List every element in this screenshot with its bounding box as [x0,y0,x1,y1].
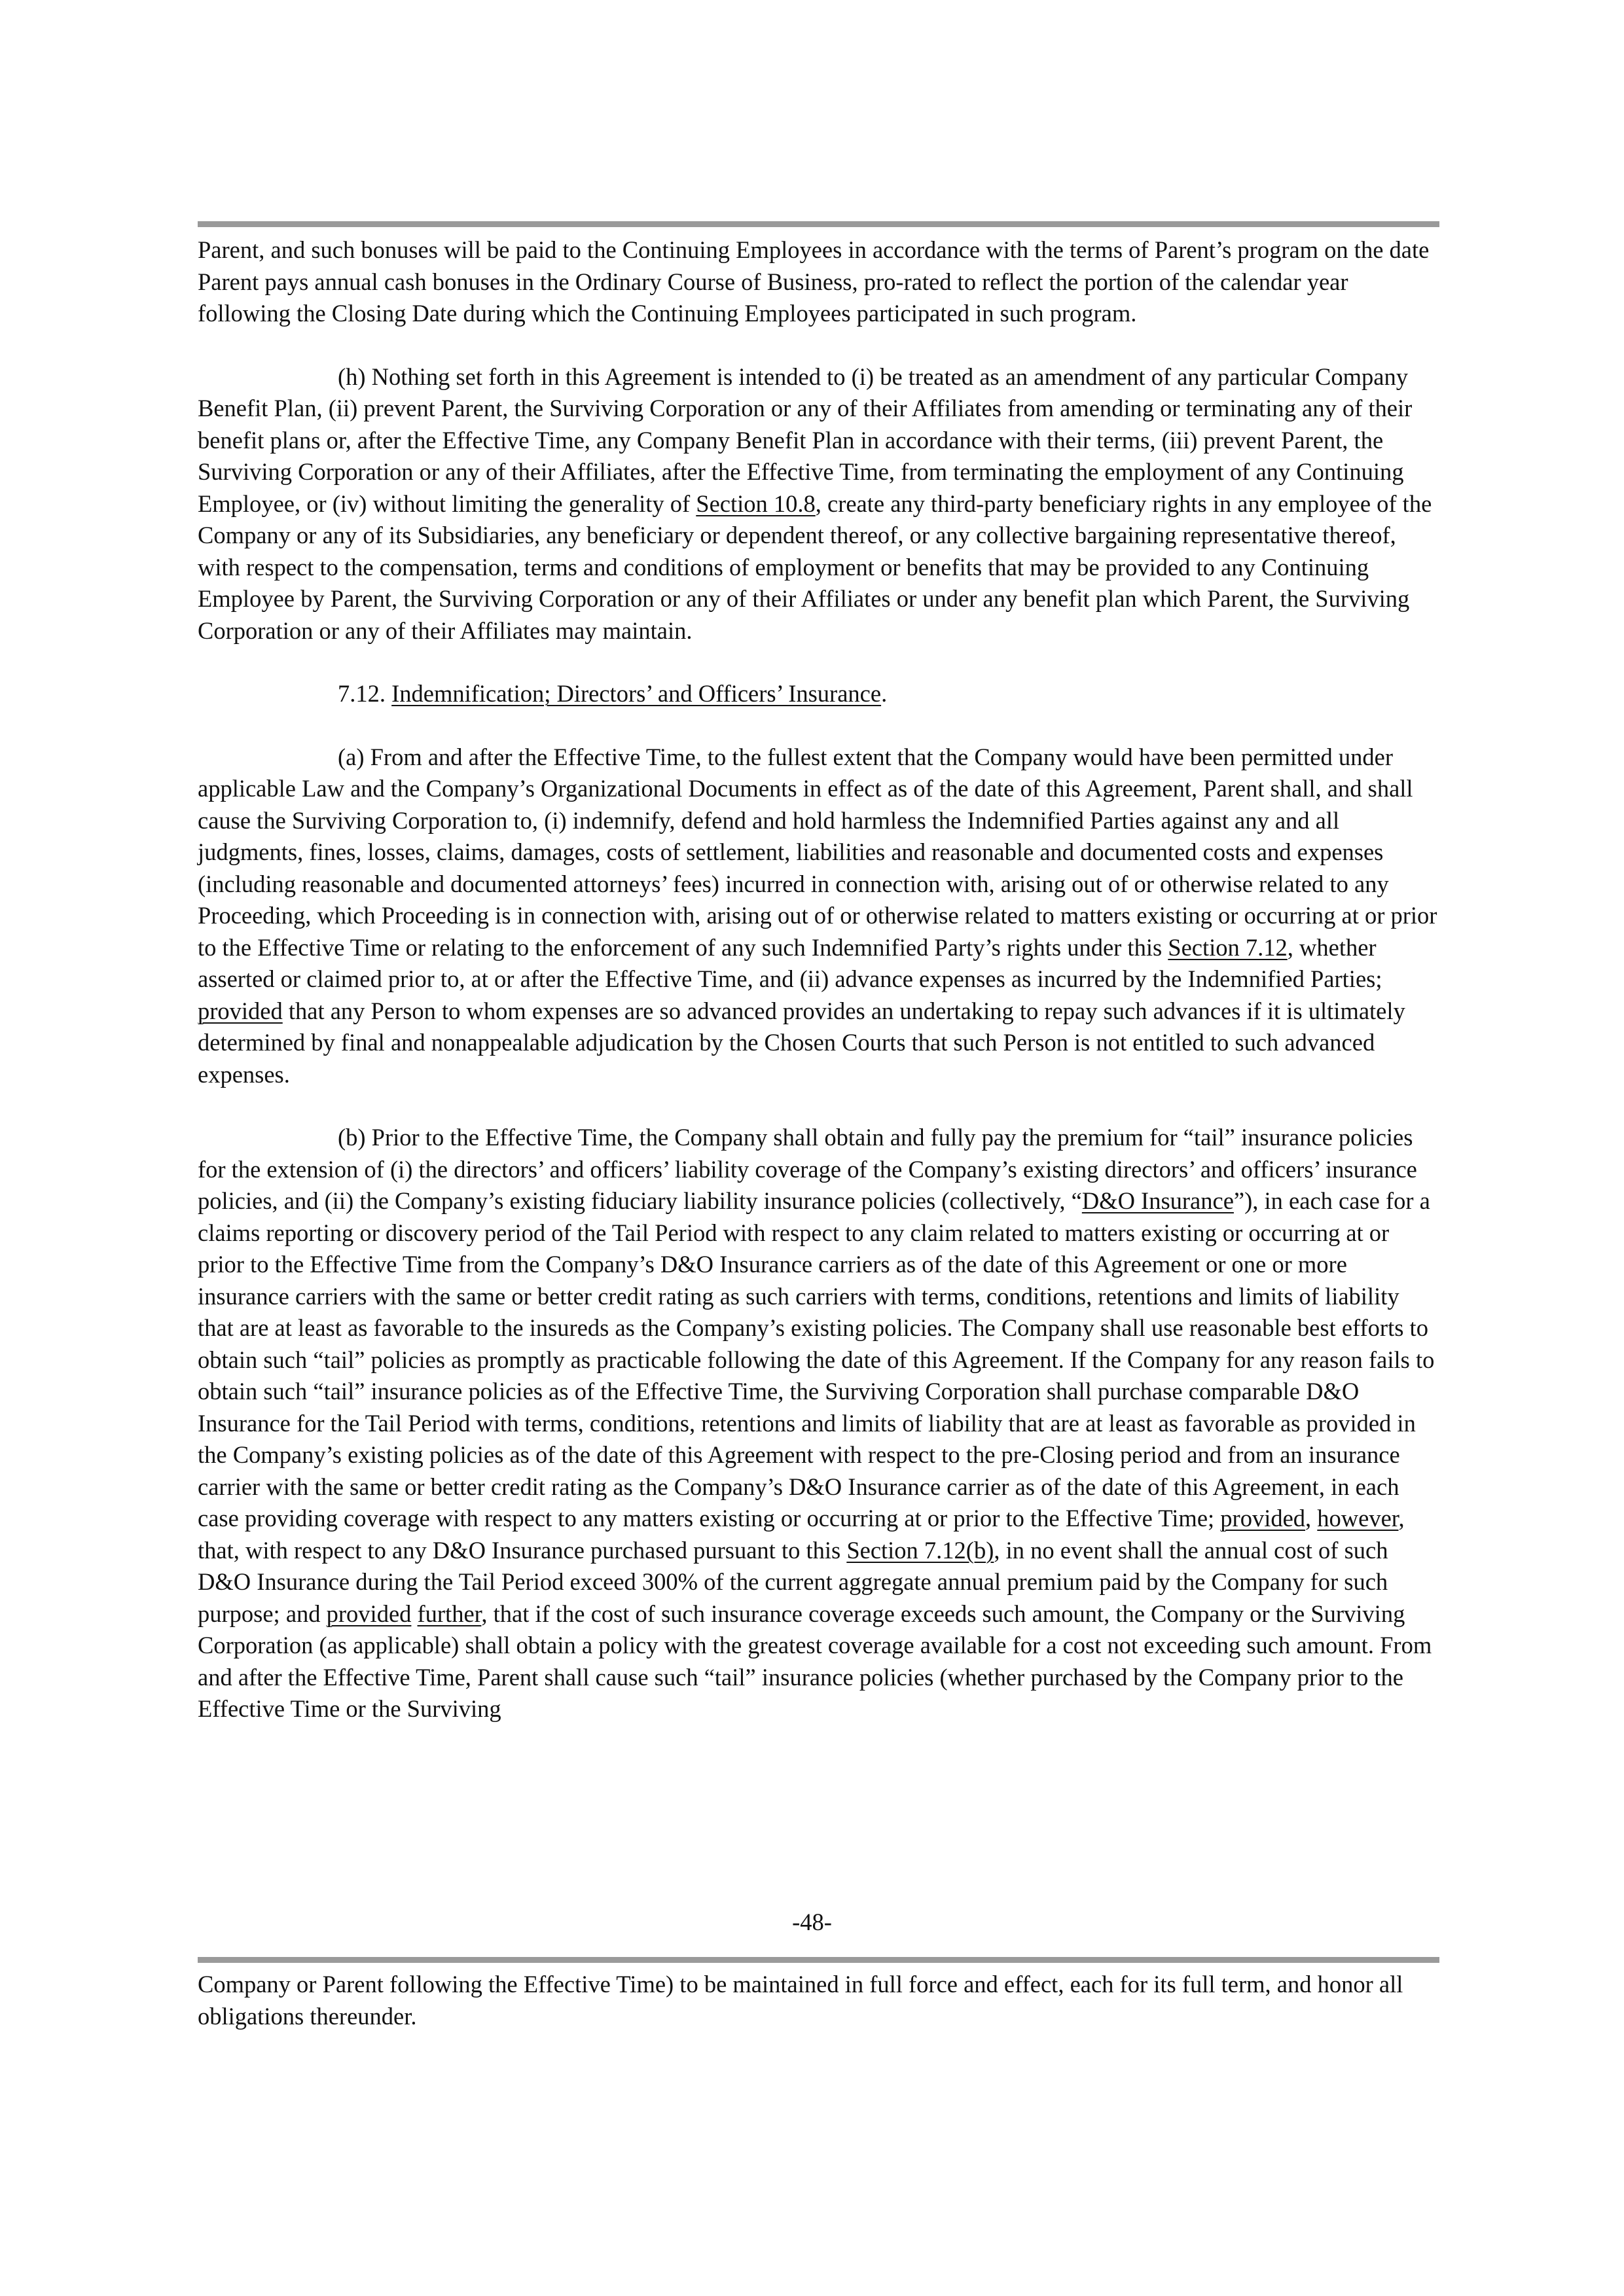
page-number: -48- [792,1909,832,1935]
paragraph-h-text-2: , create any third-party beneficiary rights in any employee of the Company or any of its Subsidiaries, any beneficiary or dependent thereof, or any collective bargaining representative thereof, with respect to the compensation, terms and conditions of employment or benefits that may be provided to any Continuing Employee by Parent, the Surviving Corporation or any of their Affiliates or under any benefit plan which Parent, the Surviving Corporation or any of their Affiliates may maintain. [198,490,1432,644]
paragraph-a-text-2: , whether asserted or claimed prior to, at or after the Effective Time, and (ii) advance expenses as incurred by the Indemnified Parties; [198,933,1382,992]
page-body [198,234,1439,1725]
further-term: further [417,1600,482,1627]
section-10-8-reference: Section 10.8 [696,490,816,517]
next-page-body [198,1969,1439,2032]
paragraph-a-text-3: that any Person to whom expenses are so advanced provides an undertaking to repay such advances if it is ultimately determined by final and nonappealable adjudication by the Chosen Courts that such Person is not entitled to such advanced expenses. [198,997,1405,1088]
paragraph-h [198,361,1439,647]
provided-term: provided [326,1600,412,1627]
continued-paragraph: Parent, and such bonuses will be paid to the Continuing Employees in accordance with the terms of Parent’s program on the date Parent pays annual cash bonuses in the Ordinary Course of Business, pro-rated to reflect the portion of the calendar year following the Closing Date during which the Continuing Employees participated in such program. [198,236,1430,327]
do-insurance-term: D&O Insurance [1081,1187,1234,1214]
paragraph-b-text-3: , that, with respect to any D&O Insurance purchased pursuant to this [198,1505,1405,1564]
provided-term: provided [1220,1505,1306,1532]
however-term: however [1317,1505,1399,1532]
page-bottom-divider [198,1957,1439,1963]
separator: , [1305,1505,1318,1532]
section-number: 7.12. [338,680,386,707]
provided-term: provided [198,997,283,1024]
section-7-12b-reference: Section 7.12(b) [846,1536,994,1564]
paragraph-b [198,1122,1439,1725]
section-heading [198,678,1439,710]
paragraph-a [198,742,1439,1091]
paragraph-b-text-5: , that if the cost of such insurance coverage exceeds such amount, the Company or the Surviving Corporation (as applicable) shall obtain a policy with the greatest coverage available for a cost not exceeding such amount. From and after the Effective Time, Parent shall cause such “tail” insurance policies (whether purchased by the Company prior to the Effective Time or the Surviving [198,1600,1432,1722]
paragraph-h-text-1: (h) Nothing set forth in this Agreement is intended to (i) be treated as an amendment of any particular Company Benefit Plan, (ii) prevent Parent, the Surviving Corporation or any of their Affiliates from amending or terminating any of their benefit plans or, after the Effective Time, any Company Benefit Plan in accordance with their terms, (iii) prevent Parent, the Surviving Corporation or any of their Affiliates, after the Effective Time, from terminating the employment of any Continuing Employee, or (iv) without limiting the generality of [198,363,1413,517]
section-title-period: . [881,680,888,707]
paragraph-a-text-1: (a) From and after the Effective Time, to the fullest extent that the Company would have been permitted under applicable Law and the Company’s Organizational Documents in effect as of the date of this Agreement, Parent shall, and shall cause the Surviving Corporation to, (i) indemnify, defend and hold harmless the Indemnified Parties against any and all judgments, fines, losses, claims, damages, costs of settlement, liabilities and reasonable and documented costs and expenses (including reasonable and documented attorneys’ fees) incurred in connection with, arising out of or otherwise related to any Proceeding, which Proceeding is in connection with, arising out of or otherwise related to matters existing or occurring at or prior to the Effective Time or relating to the enforcement of any such Indemnified Party’s rights under this [198,743,1437,961]
paragraph-b-text-4: , in no event shall the annual cost of such D&O Insurance during the Tail Period exceed 300% of the current aggregate annual premium paid by the Company for such purpose; and [198,1536,1388,1627]
separator [411,1600,417,1627]
paragraph-b-text-2: ”), in each case for a claims reporting or discovery period of the Tail Period with respect to any claim related to matters existing or occurring at or prior to the Effective Time from the Company’s D&O Insurance carriers as of the date of this Agreement or one or more insurance carriers with the same or better credit rating as such carriers with terms, conditions, retentions and limits of liability that are at least as favorable to the insureds as the Company’s existing policies. The Company shall use reasonable best efforts to obtain such “tail” policies as promptly as practicable following the date of this Agreement. If the Company for any reason fails to obtain such “tail” insurance policies as of the Effective Time, the Surviving Corporation shall purchase comparable D&O Insurance for the Tail Period with terms, conditions, retentions and limits of liability that are at least as favorable as provided in the Company’s existing policies as of the date of this Agreement with respect to the pre-Closing period and from an insurance carrier with the same or better credit rating as the Company’s D&O Insurance carrier as of the date of this Agreement, in each case providing coverage with respect to any matters existing or occurring at or prior to the Effective Time; [198,1187,1435,1532]
section-title: Indemnification; Directors’ and Officers’ Insurance [391,680,882,707]
section-7-12-reference: Section 7.12 [1168,933,1288,961]
next-page-paragraph: Company or Parent following the Effective Time) to be maintained in full force and effect, each for its full term, and honor all obligations thereunder. [198,1971,1403,2030]
paragraph-b-text-1: (b) Prior to the Effective Time, the Company shall obtain and fully pay the premium for “tail” insurance policies for the extension of (i) the directors’ and officers’ liability coverage of the Company’s existing directors’ and officers’ insurance policies, and (ii) the Company’s existing fiduciary liability insurance policies (collectively, “ [198,1124,1417,1214]
page-top-divider [198,221,1439,227]
